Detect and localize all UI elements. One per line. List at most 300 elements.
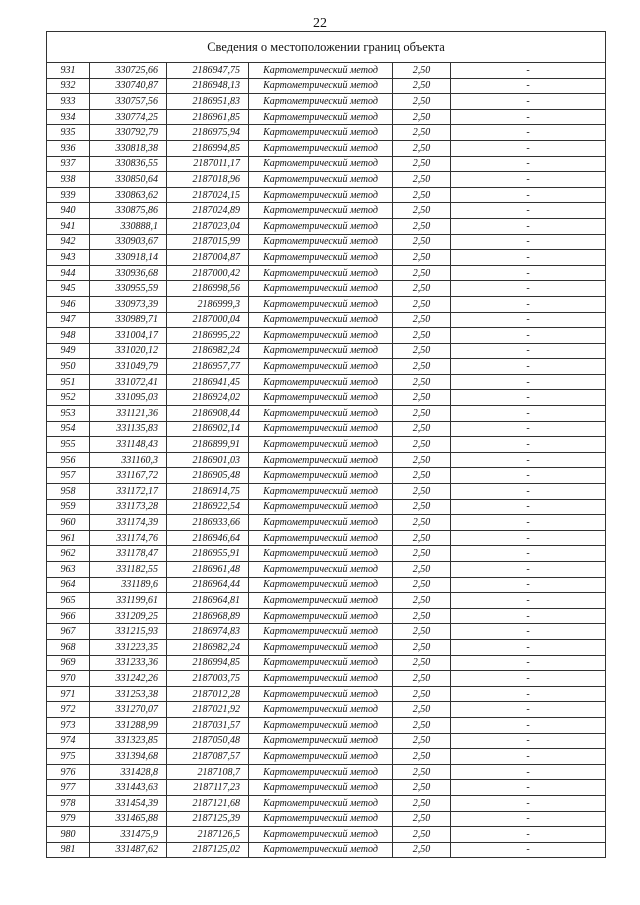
- method-cell: Картометрический метод: [249, 343, 393, 359]
- table-row: [47, 218, 606, 234]
- table-row: [47, 515, 606, 531]
- method-cell: Картометрический метод: [249, 328, 393, 344]
- method-cell: Картометрический метод: [249, 702, 393, 718]
- accuracy-cell: 2,50: [393, 437, 451, 453]
- point-number-cell: 960: [47, 515, 90, 531]
- method-cell: Картометрический метод: [249, 78, 393, 94]
- note-cell: -: [451, 499, 606, 515]
- y-coordinate-cell: 2186955,91: [167, 546, 249, 562]
- y-coordinate-cell: 2186994,85: [167, 655, 249, 671]
- x-coordinate-cell: 331487,62: [90, 842, 167, 858]
- x-coordinate-cell: 331428,8: [90, 764, 167, 780]
- method-cell: Картометрический метод: [249, 312, 393, 328]
- method-cell: Картометрический метод: [249, 187, 393, 203]
- table-row: [47, 374, 606, 390]
- x-coordinate-cell: 331242,26: [90, 671, 167, 687]
- point-number-cell: 931: [47, 63, 90, 79]
- note-cell: -: [451, 140, 606, 156]
- note-cell: -: [451, 187, 606, 203]
- y-coordinate-cell: 2187004,87: [167, 250, 249, 266]
- note-cell: -: [451, 421, 606, 437]
- x-coordinate-cell: 331454,39: [90, 795, 167, 811]
- x-coordinate-cell: 330973,39: [90, 296, 167, 312]
- method-cell: Картометрический метод: [249, 437, 393, 453]
- accuracy-cell: 2,50: [393, 359, 451, 375]
- point-number-cell: 934: [47, 109, 90, 125]
- y-coordinate-cell: 2186975,94: [167, 125, 249, 141]
- y-coordinate-cell: 2187000,42: [167, 265, 249, 281]
- table-row: [47, 811, 606, 827]
- y-coordinate-cell: 2187003,75: [167, 671, 249, 687]
- note-cell: -: [451, 203, 606, 219]
- table-row: [47, 234, 606, 250]
- accuracy-cell: 2,50: [393, 468, 451, 484]
- method-cell: Картометрический метод: [249, 140, 393, 156]
- table-row: [47, 296, 606, 312]
- point-number-cell: 957: [47, 468, 90, 484]
- x-coordinate-cell: 331004,17: [90, 328, 167, 344]
- accuracy-cell: 2,50: [393, 390, 451, 406]
- table-row: [47, 499, 606, 515]
- y-coordinate-cell: 2186994,85: [167, 140, 249, 156]
- method-cell: Картометрический метод: [249, 608, 393, 624]
- point-number-cell: 943: [47, 250, 90, 266]
- x-coordinate-cell: 330888,1: [90, 218, 167, 234]
- accuracy-cell: 2,50: [393, 842, 451, 858]
- method-cell: Картометрический метод: [249, 686, 393, 702]
- accuracy-cell: 2,50: [393, 749, 451, 765]
- y-coordinate-cell: 2187024,15: [167, 187, 249, 203]
- x-coordinate-cell: 331172,17: [90, 484, 167, 500]
- y-coordinate-cell: 2187023,04: [167, 218, 249, 234]
- table-row: [47, 655, 606, 671]
- x-coordinate-cell: 331174,39: [90, 515, 167, 531]
- method-cell: Картометрический метод: [249, 671, 393, 687]
- note-cell: -: [451, 562, 606, 578]
- accuracy-cell: 2,50: [393, 733, 451, 749]
- table-row: [47, 764, 606, 780]
- point-number-cell: 948: [47, 328, 90, 344]
- y-coordinate-cell: 2187021,92: [167, 702, 249, 718]
- point-number-cell: 967: [47, 624, 90, 640]
- point-number-cell: 954: [47, 421, 90, 437]
- x-coordinate-cell: 330875,86: [90, 203, 167, 219]
- note-cell: -: [451, 250, 606, 266]
- method-cell: Картометрический метод: [249, 827, 393, 843]
- point-number-cell: 970: [47, 671, 90, 687]
- y-coordinate-cell: 2187125,02: [167, 842, 249, 858]
- method-cell: Картометрический метод: [249, 733, 393, 749]
- x-coordinate-cell: 330792,79: [90, 125, 167, 141]
- table-row: [47, 593, 606, 609]
- table-header: Сведения о местоположении границ объекта: [47, 32, 606, 63]
- table-row: [47, 608, 606, 624]
- note-cell: -: [451, 733, 606, 749]
- accuracy-cell: 2,50: [393, 717, 451, 733]
- note-cell: -: [451, 546, 606, 562]
- point-number-cell: 955: [47, 437, 90, 453]
- y-coordinate-cell: 2186933,66: [167, 515, 249, 531]
- y-coordinate-cell: 2187125,39: [167, 811, 249, 827]
- note-cell: -: [451, 655, 606, 671]
- accuracy-cell: 2,50: [393, 406, 451, 422]
- x-coordinate-cell: 331135,83: [90, 421, 167, 437]
- accuracy-cell: 2,50: [393, 250, 451, 266]
- method-cell: Картометрический метод: [249, 577, 393, 593]
- y-coordinate-cell: 2186968,89: [167, 608, 249, 624]
- point-number-cell: 944: [47, 265, 90, 281]
- point-number-cell: 935: [47, 125, 90, 141]
- method-cell: Картометрический метод: [249, 639, 393, 655]
- y-coordinate-cell: 2186964,44: [167, 577, 249, 593]
- accuracy-cell: 2,50: [393, 593, 451, 609]
- y-coordinate-cell: 2186946,64: [167, 530, 249, 546]
- table-row: [47, 328, 606, 344]
- accuracy-cell: 2,50: [393, 795, 451, 811]
- point-number-cell: 945: [47, 281, 90, 297]
- point-number-cell: 963: [47, 562, 90, 578]
- x-coordinate-cell: 331223,35: [90, 639, 167, 655]
- accuracy-cell: 2,50: [393, 218, 451, 234]
- x-coordinate-cell: 331270,07: [90, 702, 167, 718]
- y-coordinate-cell: 2187000,04: [167, 312, 249, 328]
- note-cell: -: [451, 530, 606, 546]
- note-cell: -: [451, 702, 606, 718]
- table-row: [47, 94, 606, 110]
- method-cell: Картометрический метод: [249, 562, 393, 578]
- method-cell: Картометрический метод: [249, 717, 393, 733]
- table-row: [47, 390, 606, 406]
- table-row: [47, 577, 606, 593]
- x-coordinate-cell: 331121,36: [90, 406, 167, 422]
- x-coordinate-cell: 331178,47: [90, 546, 167, 562]
- x-coordinate-cell: 331253,38: [90, 686, 167, 702]
- accuracy-cell: 2,50: [393, 234, 451, 250]
- note-cell: -: [451, 343, 606, 359]
- note-cell: -: [451, 172, 606, 188]
- y-coordinate-cell: 2186941,45: [167, 374, 249, 390]
- method-cell: Картометрический метод: [249, 421, 393, 437]
- method-cell: Картометрический метод: [249, 63, 393, 79]
- table-row: [47, 733, 606, 749]
- accuracy-cell: 2,50: [393, 328, 451, 344]
- table-row: [47, 406, 606, 422]
- note-cell: -: [451, 125, 606, 141]
- accuracy-cell: 2,50: [393, 187, 451, 203]
- point-number-cell: 946: [47, 296, 90, 312]
- method-cell: Картометрический метод: [249, 359, 393, 375]
- y-coordinate-cell: 2186982,24: [167, 343, 249, 359]
- note-cell: -: [451, 109, 606, 125]
- x-coordinate-cell: 330757,56: [90, 94, 167, 110]
- x-coordinate-cell: 331148,43: [90, 437, 167, 453]
- point-number-cell: 952: [47, 390, 90, 406]
- method-cell: Картометрический метод: [249, 546, 393, 562]
- accuracy-cell: 2,50: [393, 499, 451, 515]
- accuracy-cell: 2,50: [393, 312, 451, 328]
- table-row: [47, 78, 606, 94]
- method-cell: Картометрический метод: [249, 452, 393, 468]
- method-cell: Картометрический метод: [249, 109, 393, 125]
- x-coordinate-cell: 331173,28: [90, 499, 167, 515]
- point-number-cell: 937: [47, 156, 90, 172]
- table-row: [47, 749, 606, 765]
- accuracy-cell: 2,50: [393, 764, 451, 780]
- accuracy-cell: 2,50: [393, 140, 451, 156]
- accuracy-cell: 2,50: [393, 577, 451, 593]
- page-number: 22: [313, 16, 327, 31]
- note-cell: -: [451, 639, 606, 655]
- point-number-cell: 973: [47, 717, 90, 733]
- x-coordinate-cell: 331182,55: [90, 562, 167, 578]
- accuracy-cell: 2,50: [393, 811, 451, 827]
- note-cell: -: [451, 717, 606, 733]
- table-row: [47, 468, 606, 484]
- point-number-cell: 975: [47, 749, 90, 765]
- y-coordinate-cell: 2186914,75: [167, 484, 249, 500]
- method-cell: Картометрический метод: [249, 218, 393, 234]
- point-number-cell: 962: [47, 546, 90, 562]
- table-row: [47, 172, 606, 188]
- y-coordinate-cell: 2186924,02: [167, 390, 249, 406]
- y-coordinate-cell: 2187050,48: [167, 733, 249, 749]
- point-number-cell: 965: [47, 593, 90, 609]
- y-coordinate-cell: 2186902,14: [167, 421, 249, 437]
- method-cell: Картометрический метод: [249, 390, 393, 406]
- note-cell: -: [451, 156, 606, 172]
- table-row: [47, 639, 606, 655]
- table-row: [47, 187, 606, 203]
- point-number-cell: 947: [47, 312, 90, 328]
- x-coordinate-cell: 331394,68: [90, 749, 167, 765]
- table-row: [47, 437, 606, 453]
- note-cell: -: [451, 374, 606, 390]
- note-cell: -: [451, 780, 606, 796]
- table-row: [47, 421, 606, 437]
- method-cell: Картометрический метод: [249, 203, 393, 219]
- method-cell: Картометрический метод: [249, 842, 393, 858]
- accuracy-cell: 2,50: [393, 515, 451, 531]
- table-row: [47, 452, 606, 468]
- y-coordinate-cell: 2186901,03: [167, 452, 249, 468]
- y-coordinate-cell: 2187121,68: [167, 795, 249, 811]
- table-row: [47, 827, 606, 843]
- table-row: [47, 795, 606, 811]
- y-coordinate-cell: 2187108,7: [167, 764, 249, 780]
- x-coordinate-cell: 330936,68: [90, 265, 167, 281]
- accuracy-cell: 2,50: [393, 530, 451, 546]
- point-number-cell: 936: [47, 140, 90, 156]
- table-row: [47, 250, 606, 266]
- x-coordinate-cell: 330836,55: [90, 156, 167, 172]
- point-number-cell: 964: [47, 577, 90, 593]
- note-cell: -: [451, 624, 606, 640]
- method-cell: Картометрический метод: [249, 655, 393, 671]
- x-coordinate-cell: 330918,14: [90, 250, 167, 266]
- table-row: [47, 562, 606, 578]
- point-number-cell: 958: [47, 484, 90, 500]
- x-coordinate-cell: 331174,76: [90, 530, 167, 546]
- table-row: [47, 156, 606, 172]
- y-coordinate-cell: 2186982,24: [167, 639, 249, 655]
- note-cell: -: [451, 437, 606, 453]
- y-coordinate-cell: 2186998,56: [167, 281, 249, 297]
- x-coordinate-cell: 331020,12: [90, 343, 167, 359]
- y-coordinate-cell: 2186957,77: [167, 359, 249, 375]
- x-coordinate-cell: 330725,66: [90, 63, 167, 79]
- method-cell: Картометрический метод: [249, 125, 393, 141]
- point-number-cell: 941: [47, 218, 90, 234]
- table-row: [47, 203, 606, 219]
- x-coordinate-cell: 331475,9: [90, 827, 167, 843]
- method-cell: Картометрический метод: [249, 624, 393, 640]
- point-number-cell: 966: [47, 608, 90, 624]
- table-row: [47, 343, 606, 359]
- y-coordinate-cell: 2187024,89: [167, 203, 249, 219]
- note-cell: -: [451, 842, 606, 858]
- note-cell: -: [451, 281, 606, 297]
- accuracy-cell: 2,50: [393, 78, 451, 94]
- point-number-cell: 933: [47, 94, 90, 110]
- y-coordinate-cell: 2186922,54: [167, 499, 249, 515]
- note-cell: -: [451, 593, 606, 609]
- x-coordinate-cell: 331199,61: [90, 593, 167, 609]
- y-coordinate-cell: 2187031,57: [167, 717, 249, 733]
- point-number-cell: 971: [47, 686, 90, 702]
- point-number-cell: 972: [47, 702, 90, 718]
- accuracy-cell: 2,50: [393, 265, 451, 281]
- x-coordinate-cell: 331288,99: [90, 717, 167, 733]
- x-coordinate-cell: 331209,25: [90, 608, 167, 624]
- table-row: [47, 530, 606, 546]
- note-cell: -: [451, 671, 606, 687]
- point-number-cell: 980: [47, 827, 90, 843]
- x-coordinate-cell: 331095,03: [90, 390, 167, 406]
- x-coordinate-cell: 330903,67: [90, 234, 167, 250]
- table-row: [47, 359, 606, 375]
- y-coordinate-cell: 2186947,75: [167, 63, 249, 79]
- method-cell: Картометрический метод: [249, 515, 393, 531]
- accuracy-cell: 2,50: [393, 780, 451, 796]
- x-coordinate-cell: 331167,72: [90, 468, 167, 484]
- table-row: [47, 265, 606, 281]
- note-cell: -: [451, 218, 606, 234]
- accuracy-cell: 2,50: [393, 125, 451, 141]
- accuracy-cell: 2,50: [393, 374, 451, 390]
- x-coordinate-cell: 331233,36: [90, 655, 167, 671]
- y-coordinate-cell: 2187117,23: [167, 780, 249, 796]
- table-row: [47, 717, 606, 733]
- y-coordinate-cell: 2186899,91: [167, 437, 249, 453]
- accuracy-cell: 2,50: [393, 608, 451, 624]
- accuracy-cell: 2,50: [393, 452, 451, 468]
- table-row: [47, 125, 606, 141]
- point-number-cell: 968: [47, 639, 90, 655]
- y-coordinate-cell: 2186995,22: [167, 328, 249, 344]
- table-row: [47, 63, 606, 79]
- table-row: [47, 842, 606, 858]
- note-cell: -: [451, 608, 606, 624]
- note-cell: -: [451, 827, 606, 843]
- method-cell: Картометрический метод: [249, 749, 393, 765]
- accuracy-cell: 2,50: [393, 484, 451, 500]
- note-cell: -: [451, 312, 606, 328]
- y-coordinate-cell: 2187012,28: [167, 686, 249, 702]
- x-coordinate-cell: 331323,85: [90, 733, 167, 749]
- table-row: [47, 281, 606, 297]
- point-number-cell: 978: [47, 795, 90, 811]
- y-coordinate-cell: 2187087,57: [167, 749, 249, 765]
- accuracy-cell: 2,50: [393, 686, 451, 702]
- accuracy-cell: 2,50: [393, 63, 451, 79]
- table-row: [47, 702, 606, 718]
- accuracy-cell: 2,50: [393, 172, 451, 188]
- x-coordinate-cell: 331160,3: [90, 452, 167, 468]
- note-cell: -: [451, 749, 606, 765]
- note-cell: -: [451, 390, 606, 406]
- accuracy-cell: 2,50: [393, 624, 451, 640]
- x-coordinate-cell: 330774,25: [90, 109, 167, 125]
- point-number-cell: 961: [47, 530, 90, 546]
- method-cell: Картометрический метод: [249, 795, 393, 811]
- x-coordinate-cell: 331049,79: [90, 359, 167, 375]
- method-cell: Картометрический метод: [249, 265, 393, 281]
- method-cell: Картометрический метод: [249, 406, 393, 422]
- point-number-cell: 977: [47, 780, 90, 796]
- note-cell: -: [451, 78, 606, 94]
- y-coordinate-cell: 2187018,96: [167, 172, 249, 188]
- note-cell: -: [451, 265, 606, 281]
- point-number-cell: 959: [47, 499, 90, 515]
- note-cell: -: [451, 764, 606, 780]
- point-number-cell: 949: [47, 343, 90, 359]
- table-row: [47, 624, 606, 640]
- note-cell: -: [451, 234, 606, 250]
- accuracy-cell: 2,50: [393, 156, 451, 172]
- point-number-cell: 979: [47, 811, 90, 827]
- table-row: [47, 780, 606, 796]
- method-cell: Картометрический метод: [249, 374, 393, 390]
- x-coordinate-cell: 331189,6: [90, 577, 167, 593]
- note-cell: -: [451, 296, 606, 312]
- method-cell: Картометрический метод: [249, 780, 393, 796]
- y-coordinate-cell: 2186961,85: [167, 109, 249, 125]
- accuracy-cell: 2,50: [393, 702, 451, 718]
- accuracy-cell: 2,50: [393, 343, 451, 359]
- note-cell: -: [451, 577, 606, 593]
- table-body: [47, 63, 606, 858]
- method-cell: Картометрический метод: [249, 468, 393, 484]
- table-row: [47, 312, 606, 328]
- y-coordinate-cell: 2187011,17: [167, 156, 249, 172]
- y-coordinate-cell: 2186948,13: [167, 78, 249, 94]
- point-number-cell: 932: [47, 78, 90, 94]
- x-coordinate-cell: 330740,87: [90, 78, 167, 94]
- note-cell: -: [451, 452, 606, 468]
- x-coordinate-cell: 330850,64: [90, 172, 167, 188]
- x-coordinate-cell: 331215,93: [90, 624, 167, 640]
- point-number-cell: 939: [47, 187, 90, 203]
- note-cell: -: [451, 94, 606, 110]
- accuracy-cell: 2,50: [393, 109, 451, 125]
- accuracy-cell: 2,50: [393, 281, 451, 297]
- accuracy-cell: 2,50: [393, 421, 451, 437]
- method-cell: Картометрический метод: [249, 250, 393, 266]
- note-cell: -: [451, 686, 606, 702]
- method-cell: Картометрический метод: [249, 156, 393, 172]
- y-coordinate-cell: 2186905,48: [167, 468, 249, 484]
- method-cell: Картометрический метод: [249, 172, 393, 188]
